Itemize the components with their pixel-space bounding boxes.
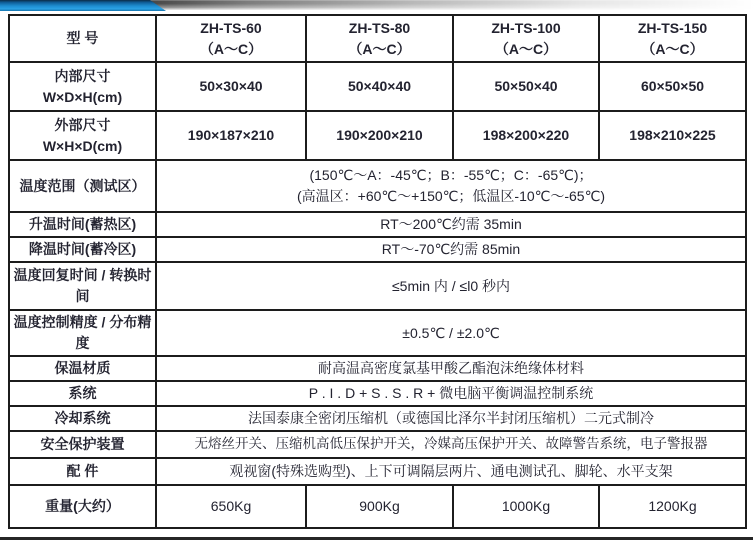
row-recovery-time <box>9 262 746 310</box>
accessories-label: 配 件 <box>9 458 156 485</box>
top-accent-bar <box>0 0 753 13</box>
blue-tab-accent <box>0 0 166 11</box>
row-model <box>9 15 746 62</box>
cooldown-value: RT～-70℃约需 85min <box>156 237 746 262</box>
inner-size-value-3: 50×50×40 <box>453 62 599 111</box>
safety-value: 无熔丝开关、压缩机高低压保护开关，冷媒高压保护开关、故障警告系统，电子警报器 <box>156 431 746 458</box>
row-safety-devices <box>9 431 746 458</box>
row-weight <box>9 485 746 528</box>
weight-value-3: 1000Kg <box>453 485 599 528</box>
model-range-2: （A～C） <box>348 40 411 57</box>
model-col-1 <box>156 15 306 62</box>
heatup-value: RT～200℃约需 35min <box>156 212 746 237</box>
temp-range-value: (150℃～A：-45℃；B：-55℃；C：-65℃)； (高温区：+60℃～+150℃；低温区-10℃～-65℃) <box>156 160 746 212</box>
row-accuracy <box>9 310 746 356</box>
insulation-label: 保温材质 <box>9 356 156 381</box>
row-system <box>9 381 746 406</box>
inner-size-value-4: 60×50×50 <box>599 62 746 111</box>
heatup-label: 升温时间(蓄热区) <box>9 212 156 237</box>
bottom-divider-line <box>0 537 753 540</box>
model-col-2 <box>306 15 453 62</box>
model-header-label: 型 号 <box>9 15 156 62</box>
outer-size-value-4: 198×210×225 <box>599 111 746 160</box>
top-shadow-fade <box>138 0 753 9</box>
accuracy-value: ±0.5℃ / ±2.0℃ <box>156 310 746 356</box>
outer-size-label: 外部尺寸 W×H×D(cm) <box>9 111 156 160</box>
model-name-2: ZH-TS-80 <box>348 19 411 36</box>
accessories-value: 观视窗(特殊选购型)、上下可调隔层两片、通电测试孔、脚轮、水平支架 <box>156 458 746 485</box>
row-cooldown-time <box>9 237 746 262</box>
inner-size-value-2: 50×40×40 <box>306 62 453 111</box>
system-label: 系统 <box>9 381 156 406</box>
temp-range-label: 温度范围（测试区） <box>9 160 156 212</box>
model-name-3: ZH-TS-100 <box>491 19 561 36</box>
row-outer-size <box>9 111 746 160</box>
model-name-4: ZH-TS-150 <box>637 19 708 36</box>
recovery-value: ≤5min 内 / ≤l0 秒内 <box>156 262 746 310</box>
cooling-value: 法国泰康全密闭压缩机（或德国比泽尔半封闭压缩机）二元式制冷 <box>156 406 746 431</box>
outer-size-value-3: 198×200×220 <box>453 111 599 160</box>
spec-table <box>8 14 747 529</box>
model-col-3 <box>453 15 599 62</box>
weight-value-4: 1200Kg <box>599 485 746 528</box>
row-insulation <box>9 356 746 381</box>
row-heatup-time <box>9 212 746 237</box>
weight-value-1: 650Kg <box>156 485 306 528</box>
weight-label: 重量(大约） <box>9 485 156 528</box>
insulation-value: 耐高温高密度氯基甲酸乙酯泡沫绝缘体材料 <box>156 356 746 381</box>
weight-value-2: 900Kg <box>306 485 453 528</box>
row-inner-size <box>9 62 746 111</box>
recovery-label: 温度回复时间 / 转换时间 <box>9 262 156 310</box>
model-col-4 <box>599 15 746 62</box>
cooldown-label: 降温时间(蓄冷区) <box>9 237 156 262</box>
accuracy-label: 温度控制精度 / 分布精度 <box>9 310 156 356</box>
model-range-1: （A～C） <box>199 40 263 57</box>
row-accessories <box>9 458 746 485</box>
safety-label: 安全保护装置 <box>9 431 156 458</box>
row-temp-range <box>9 160 746 212</box>
inner-size-value-1: 50×30×40 <box>156 62 306 111</box>
inner-size-label: 内部尺寸 W×D×H(cm) <box>9 62 156 111</box>
outer-size-value-2: 190×200×210 <box>306 111 453 160</box>
model-range-4: （A～C） <box>641 40 704 57</box>
model-range-3: （A～C） <box>494 40 558 57</box>
model-name-1: ZH-TS-60 <box>200 19 262 36</box>
outer-size-value-1: 190×187×210 <box>156 111 306 160</box>
row-cooling-system <box>9 406 746 431</box>
cooling-label: 冷却系统 <box>9 406 156 431</box>
system-value: P . I . D + S . S . R + 微电脑平衡调温控制系统 <box>156 381 746 406</box>
